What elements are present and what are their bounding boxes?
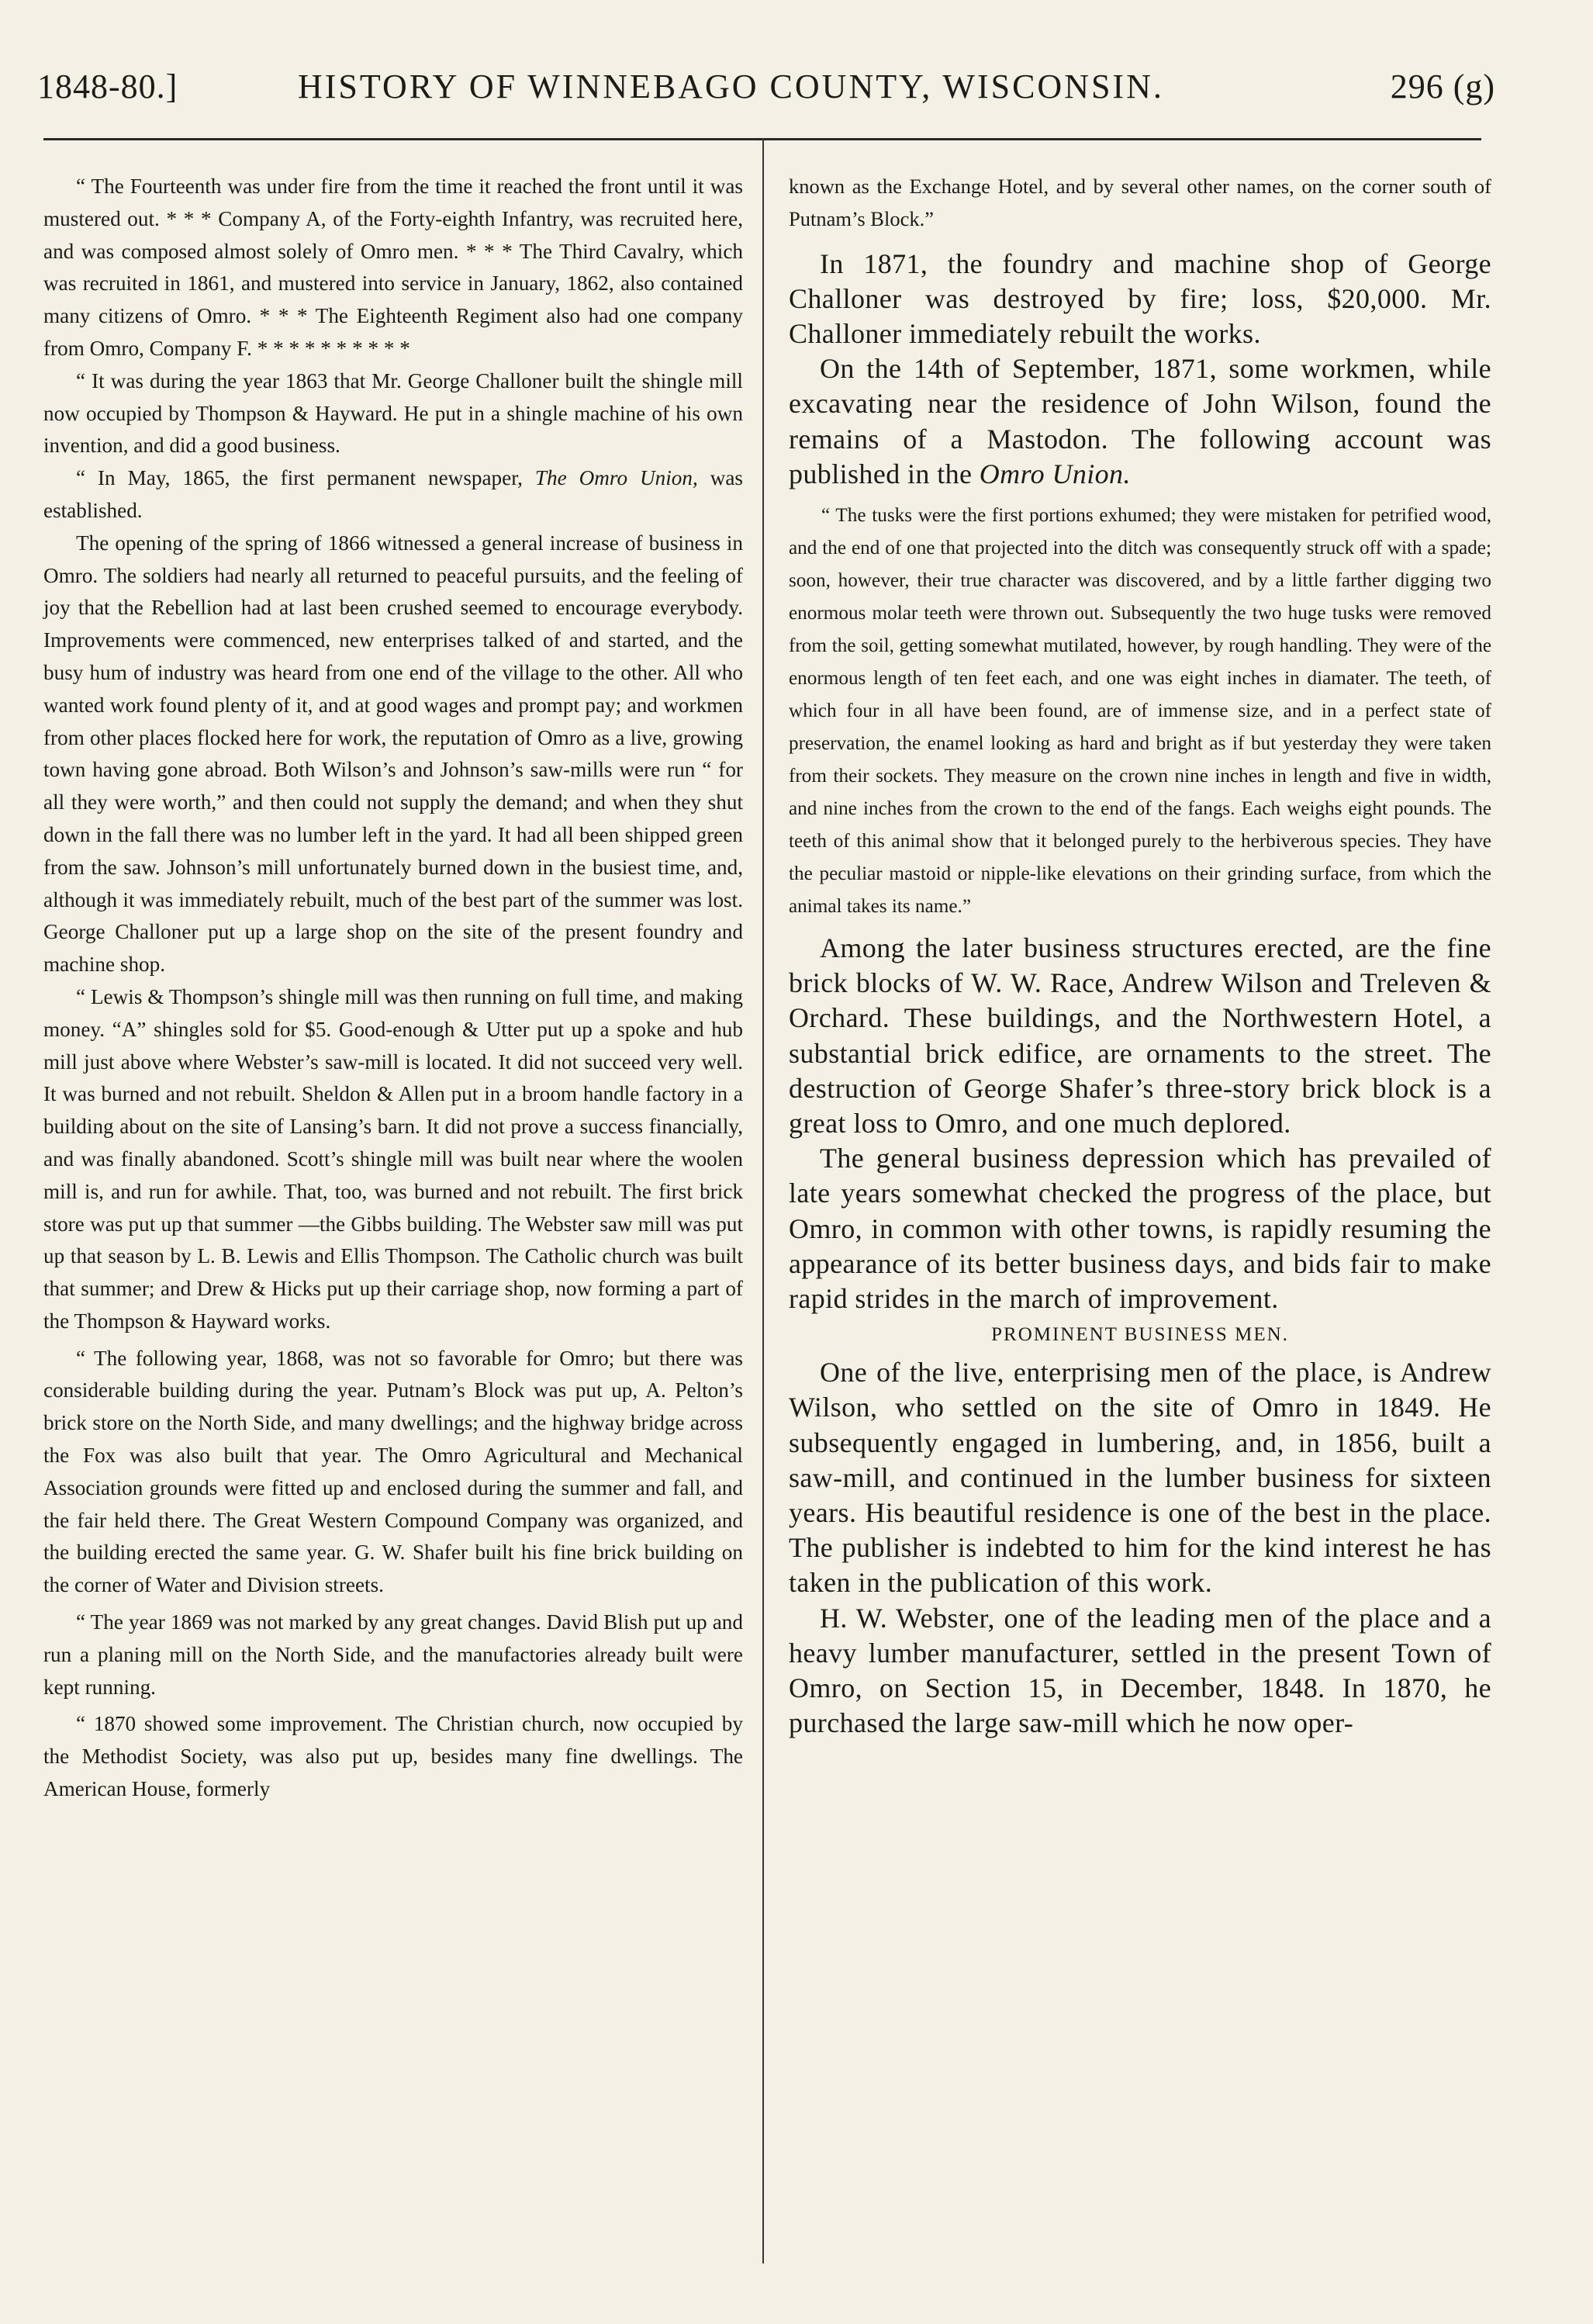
- quote-paragraph: “ The tusks were the first portions exhumed; they were mistaken for petrified wood, and the end of one that projected into the ditch was consequently struck off with a spade; soon, however, their true character was discovered, and by a little farther digging two enormous molar teeth were thrown out. Subsequently the two huge tusks were removed from the soil, getting somewhat mutilated, however, by rough handling. They were of the enormous length of ten feet each, and one was eight inches in diamater. The teeth, of which four in all have been found, are of immense size, and in a perfect state of preservation, the enamel looking as hard and bright as if but yesterday they were taken from their sockets. They measure on the crown nine inches in length and five in width, and nine inches from the crown to the end of the fangs. Each weighs eight pounds. The teeth of this animal show that it belonged purely to the herbiverous species. They have the peculiar mastoid or nipple-like elevations on their grinding surface, from which the animal takes its name.”: [789, 505, 1491, 918]
- paragraph-text: On the 14th of September, 1871, some workmen, while excavating near the residence of John Wilson, found the remains of a Mastodon. The following account was published in the: [789, 353, 1491, 489]
- quote-continuation: known as the Exchange Hotel, and by several other names, on the corner south of Putnam’s Block.”: [789, 175, 1491, 230]
- paragraph: H. W. Webster, one of the leading men of the place and a heavy lumber manufacturer, settled in the present Town of Omro, on Section 15, in December, 1848. In 1870, he purchased the large saw-mill which he now oper-: [789, 1602, 1491, 1739]
- body-text-large: [789, 931, 1491, 1316]
- body-text-large: [789, 1355, 1491, 1741]
- section-heading: PROMINENT BUSINESS MEN.: [991, 1324, 1289, 1346]
- right-column: [789, 171, 1491, 1741]
- paragraph: The general business depression which has prevailed of late years somewhat checked the progress of the place, but Omro, in common with other towns, is rapidly resuming the appearance of its better business days, and bids fair to make rapid strides in the march of improvement.: [789, 1143, 1491, 1315]
- left-column: [43, 171, 743, 1806]
- paragraph: “ Lewis & Thompson’s shingle mill was then running on full time, and making money. “A” shingles sold for $5. Good-enough & Utter put up a spoke and hub mill just above where Webster’s saw-mill is located. It did not succeed very well. It was burned and not rebuilt. Sheldon & Allen put in a broom handle factory in a building about on the site of Lansing’s barn. It did not prove a success financially, and was finally abandoned. Scott’s shingle mill was built near where the woolen mill is, and run for awhile. That, too, was burned and not rebuilt. The first brick store was put up that summer —the Gibbs building. The Webster saw mill was put up that season by L. B. Lewis and Ellis Thompson. The Catholic church was built that summer; and Drew & Hicks put up their carriage shop, now forming a part of the Thompson & Hayward works.: [43, 984, 743, 1333]
- header-page-number: 296 (g): [1390, 67, 1495, 105]
- paragraph-text: was established.: [43, 466, 743, 522]
- paragraph: One of the live, enterprising men of the place, is Andrew Wilson, who settled on the site of Omro in 1849. He subsequently engaged in lumbering, and, in 1856, built a saw-mill, and continued in the lumber business for sixteen years. His beautiful residence is one of the best in the place. The publisher is indebted to him for the kind interest he has taken in the publication of this work.: [789, 1357, 1491, 1599]
- newspaper-title: Omro Union.: [979, 458, 1131, 489]
- mastodon-quote: [789, 500, 1491, 923]
- newspaper-title: The Omro Union,: [534, 466, 698, 490]
- header-title: HISTORY OF WINNEBAGO COUNTY, WISCONSIN.: [298, 67, 1164, 105]
- paragraph: [43, 462, 743, 527]
- paragraph: “ It was during the year 1863 that Mr. George Challoner built the shingle mill now occupied by Thompson & Hayward. He put in a shingle machine of his own invention, and did a good business.: [43, 368, 743, 458]
- paragraph-text: “ In May, 1865, the first permanent newspaper,: [76, 466, 535, 490]
- paragraph: “ The following year, 1868, was not so favorable for Omro; but there was considerable building during the year. Putnam’s Block was put up, A. Pelton’s brick store on the North Side, and many dwellings; and the highway bridge across the Fox was also built that year. The Omro Agricultural and Mechanical Association grounds were fitted up and enclosed during the summer and fall, and the fair held there. The Great Western Compound Company was organized, and the building erected the same year. G. W. Shafer built his fine brick building on the corner of Water and Division streets.: [43, 1346, 743, 1597]
- paragraph: Among the later business structures erected, are the fine brick blocks of W. W. Race, Andrew Wilson and Treleven & Orchard. These buildings, and the Northwestern Hotel, a substantial brick edifice, are ornaments to the street. The destruction of George Shafer’s three-story brick block is a great loss to Omro, and one much deplored.: [789, 932, 1491, 1140]
- paragraph: “ The year 1869 was not marked by any great changes. David Blish put up and run a planing mill on the North Side, and the manufactories already built were kept running.: [43, 1610, 743, 1699]
- paragraph: [789, 351, 1491, 492]
- column-divider: [762, 138, 764, 2263]
- paragraph: “ 1870 showed some improvement. The Christian church, now occupied by the Methodist Society, was also put up, besides many fine dwellings. The American House, formerly: [43, 1712, 743, 1801]
- paragraph: In 1871, the foundry and machine shop of George Challoner was destroyed by fire; loss, $20,000. Mr. Challoner immediately rebuilt the works.: [789, 247, 1491, 349]
- running-header: [37, 67, 1495, 121]
- paragraph: The opening of the spring of 1866 witnessed a general increase of business in Omro. The soldiers had nearly all returned to peaceful pursuits, and the feeling of joy that the Rebellion had at last been crushed seemed to encourage everybody. Improvements were commenced, new enterprises talked of and started, and the busy hum of industry was heard from one end of the village to the other. All who wanted work found plenty of it, and at good wages and prompt pay; and workmen from other places flocked here for work, the reputation of Omro as a live, growing town having gone abroad. Both Wilson’s and Johnson’s saw-mills were run “ for all they were worth,” and then could not supply the demand; and when they shut down in the fall there was no lumber left in the yard. It had all been shipped green from the saw. Johnson’s mill unfortunately burned down in the busiest time, and, although it was immediately rebuilt, much of the best part of the summer was lost. George Challoner put up a large shop on the site of the present foundry and machine shop.: [43, 531, 743, 977]
- header-years: 1848-80.]: [37, 67, 178, 105]
- paragraph: “ The Fourteenth was under fire from the time it reached the front until it was mustered out. * * * Company A, of the Forty-eighth Infantry, was recruited here, and was composed almost solely of Omro men. * * * The Third Cavalry, which was recruited in 1861, and mustered into service in January, 1862, also contained many citizens of Omro. * * * The Eighteenth Regiment also had one company from Omro, Company F. * * * * * * * * * *: [43, 175, 743, 360]
- body-text-large: [789, 247, 1491, 492]
